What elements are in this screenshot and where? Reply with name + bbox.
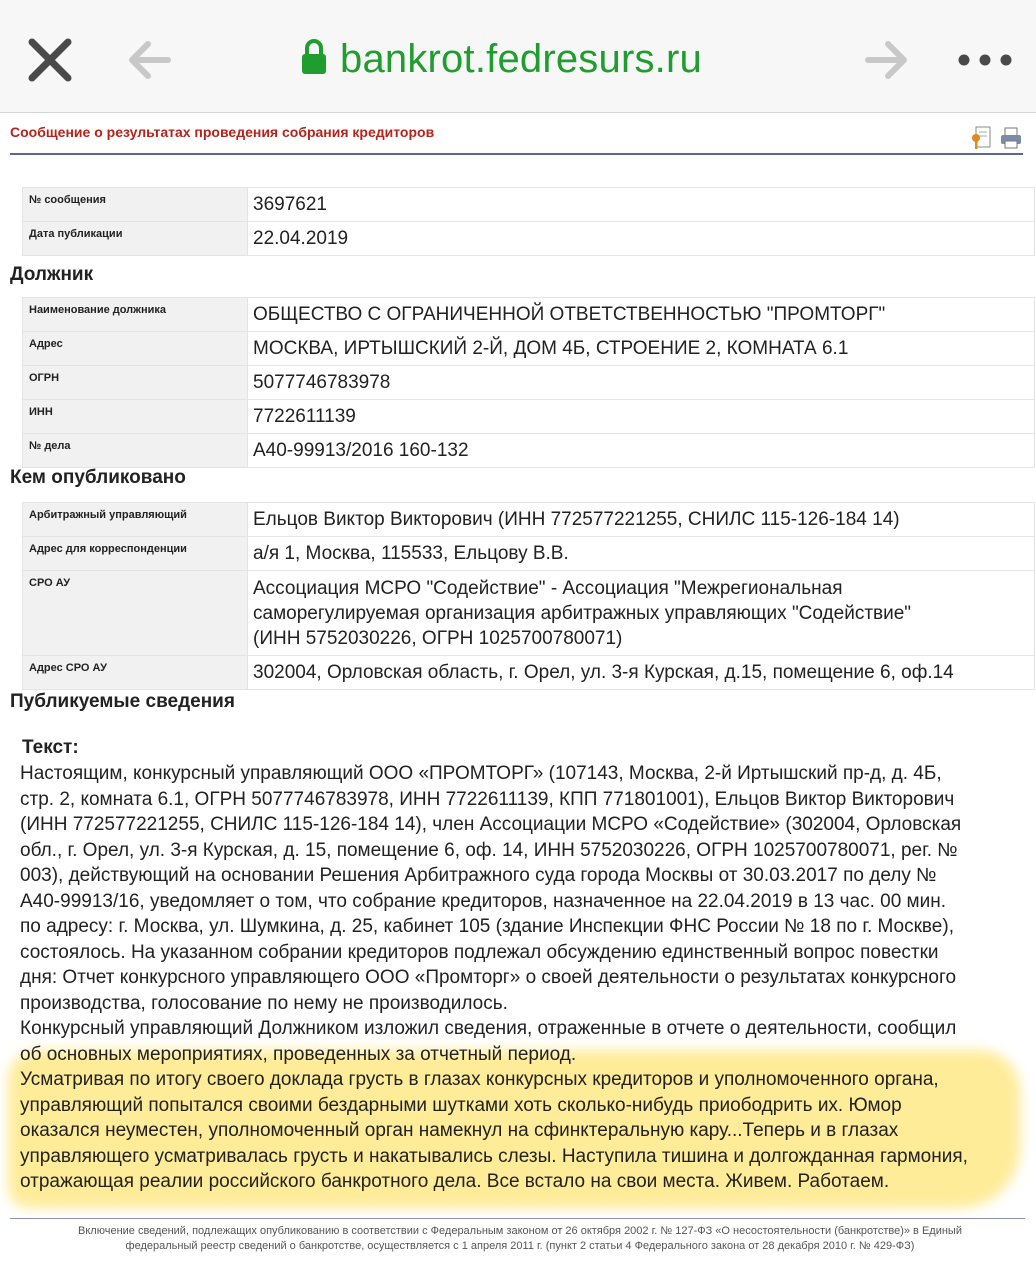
message-number: 3697621	[248, 188, 1035, 222]
debtor-name: ОБЩЕСТВО С ОГРАНИЧЕННОЙ ОТВЕТСТВЕННОСТЬЮ "ПРОМТОРГ"	[248, 298, 1035, 332]
table-row	[23, 188, 1035, 222]
url-text: bankrot.fedresurs.ru	[340, 36, 702, 81]
debtor-inn: 7722611139	[248, 400, 1035, 434]
table-row	[23, 222, 1035, 256]
row-label: ОГРН	[23, 366, 248, 400]
row-label: Наименование должника	[23, 298, 248, 332]
footer-note	[30, 1224, 1010, 1254]
section-heading-debtor: Должник	[10, 264, 94, 285]
table-row	[23, 434, 1035, 468]
row-label: № сообщения	[23, 188, 248, 222]
debtor-address: МОСКВА, ИРТЫШСКИЙ 2-Й, ДОМ 4Б, СТРОЕНИЕ 2, КОМНАТА 6.1	[248, 332, 1035, 366]
message-text	[20, 761, 1020, 1195]
table-row	[23, 571, 1035, 656]
table-row	[23, 656, 1035, 690]
arbitration-manager: Ельцов Виктор Викторович (ИНН 772577221255, СНИЛС 115-126-184 14)	[248, 503, 1035, 537]
section-heading-published: Публикуемые сведения	[10, 691, 235, 712]
case-number: А40-99913/2016 160-132	[248, 434, 1035, 468]
text-line: дня: Отчет конкурсного управляющего ООО «Промторг» о своей деятельности о результатах конкурсного	[20, 967, 957, 988]
sro-line: Ассоциация МСРО "Содействие" - Ассоциация "Межрегиональная	[253, 578, 843, 599]
row-label: Арбитражный управляющий	[23, 503, 248, 537]
close-icon[interactable]	[20, 30, 80, 90]
print-icon[interactable]	[1000, 126, 1022, 150]
publisher-table	[22, 502, 1035, 690]
text-line: Настоящим, конкурсный управляющий ООО «ПРОМТОРГ» (107143, Москва, 2-й Иртышский пр-д, д. 4Б,	[20, 763, 942, 784]
text-line: по адресу: г. Москва, ул. Шумкина, д. 25, кабинет 105 (здание Инспекции ФНС России № 18 по г. Москве),	[20, 916, 954, 937]
footer-line: Включение сведений, подлежащих опубликованию в соответствии с Федеральным законом от 26 октября 2002 г. № 127-ФЗ «О несостоятельности (банкротстве)» в Единый	[78, 1225, 962, 1237]
highlighted-paragraph	[20, 1067, 1020, 1195]
table-row	[23, 503, 1035, 537]
text-label: Текст:	[22, 737, 79, 758]
address-bar[interactable]	[300, 34, 702, 84]
page-actions	[970, 126, 1022, 150]
correspondence-address: а/я 1, Москва, 115533, Ельцову В.В.	[248, 537, 1035, 571]
table-row	[23, 332, 1035, 366]
page-title: Сообщение о результатах проведения собрания кредиторов	[10, 124, 435, 140]
paragraph	[20, 761, 1020, 1016]
key-document-icon[interactable]	[970, 126, 992, 150]
text-line: управляющего усматривалась грусть и накатывались слезы. Наступила тишина и долгожданная гармония,	[20, 1145, 968, 1167]
paragraph	[20, 1016, 1020, 1067]
row-label: СРО АУ	[23, 571, 248, 656]
text-line: 003), действующий на основании Решения Арбитражного суда города Москвы от 30.03.2017 по делу №	[20, 865, 937, 886]
sro-name	[248, 571, 1035, 656]
message-info-table	[22, 187, 1035, 256]
text-line: Конкурсный управляющий Должником изложил сведения, отраженные в отчете о деятельности, сообщил	[20, 1018, 957, 1039]
text-line: об основных мероприятиях, проведенных за отчетный период.	[20, 1043, 577, 1065]
text-line: Усматривая по итогу своего доклада грусть в глазах конкурсных кредиторов и уполномоченного органа,	[20, 1069, 939, 1090]
footer-divider	[10, 1218, 1025, 1219]
back-arrow-icon[interactable]	[120, 30, 180, 90]
table-row	[23, 298, 1035, 332]
row-label: Адрес	[23, 332, 248, 366]
text-line: стр. 2, комната 6.1, ОГРН 5077746783978, ИНН 7722611139, КПП 771801001), Ельцов Виктор Викторович	[20, 788, 955, 810]
text-line: обл., г. Орел, ул. 3-я Курская, д. 15, помещение 6, оф. 14, ИНН 5752030226, ОГРН 1025700780071, рег. №	[20, 839, 958, 861]
sro-address: 302004, Орловская область, г. Орел, ул. 3-я Курская, д.15, помещение 6, оф.14	[248, 656, 1035, 690]
text-line: производства, голосование по нему не производилось.	[20, 992, 508, 1014]
table-row	[23, 366, 1035, 400]
section-heading-publisher: Кем опубликовано	[10, 467, 186, 488]
sro-line: (ИНН 5752030226, ОГРН 1025700780071)	[253, 628, 623, 649]
more-icon[interactable]	[950, 30, 1020, 90]
lock-icon	[300, 38, 328, 81]
publication-date: 22.04.2019	[248, 222, 1035, 256]
debtor-table	[22, 297, 1035, 468]
row-label: Дата публикации	[23, 222, 248, 256]
text-line: А40-99913/16, уведомляет о том, что собрание кредиторов, назначенное на 22.04.2019 в 13 час. 00 мин.	[20, 890, 946, 912]
text-line: управляющий попытался своими бездарными шутками хоть сколько-нибудь приободрить их. Юмор	[20, 1094, 902, 1116]
row-label: Адрес СРО АУ	[23, 656, 248, 690]
row-label: ИНН	[23, 400, 248, 434]
text-line: (ИНН 772577221255, СНИЛС 115-126-184 14), член Ассоциации МСРО «Содействие» (302004, Орловская	[20, 814, 962, 835]
row-label: № дела	[23, 434, 248, 468]
table-row	[23, 537, 1035, 571]
debtor-ogrn: 5077746783978	[248, 366, 1035, 400]
row-label: Адрес для корреспонденции	[23, 537, 248, 571]
forward-arrow-icon[interactable]	[856, 30, 916, 90]
sro-line: саморегулируемая организация арбитражных управляющих "Содействие"	[253, 603, 912, 624]
footer-line: федеральный реестр сведений о банкротстве, осуществляется с 1 апреля 2011 г. (пункт 2 статьи 4 Федерального закона от 28 декабря 2010 г. № 429-ФЗ)	[125, 1240, 915, 1252]
browser-toolbar	[0, 0, 1036, 113]
table-row	[23, 400, 1035, 434]
text-line: оказался неуместен, уполномоченный орган намекнул на сфинктеральную кару...Теперь и в глазах	[20, 1120, 899, 1141]
title-divider	[10, 153, 1023, 155]
text-line: отражающая реалии российского банкротного дела. Все встало на свои места. Живем. Работаем.	[20, 1171, 890, 1192]
text-line: состоялось. На указанном собрании кредиторов подлежал обсуждению единственный вопрос повестки	[20, 941, 939, 963]
